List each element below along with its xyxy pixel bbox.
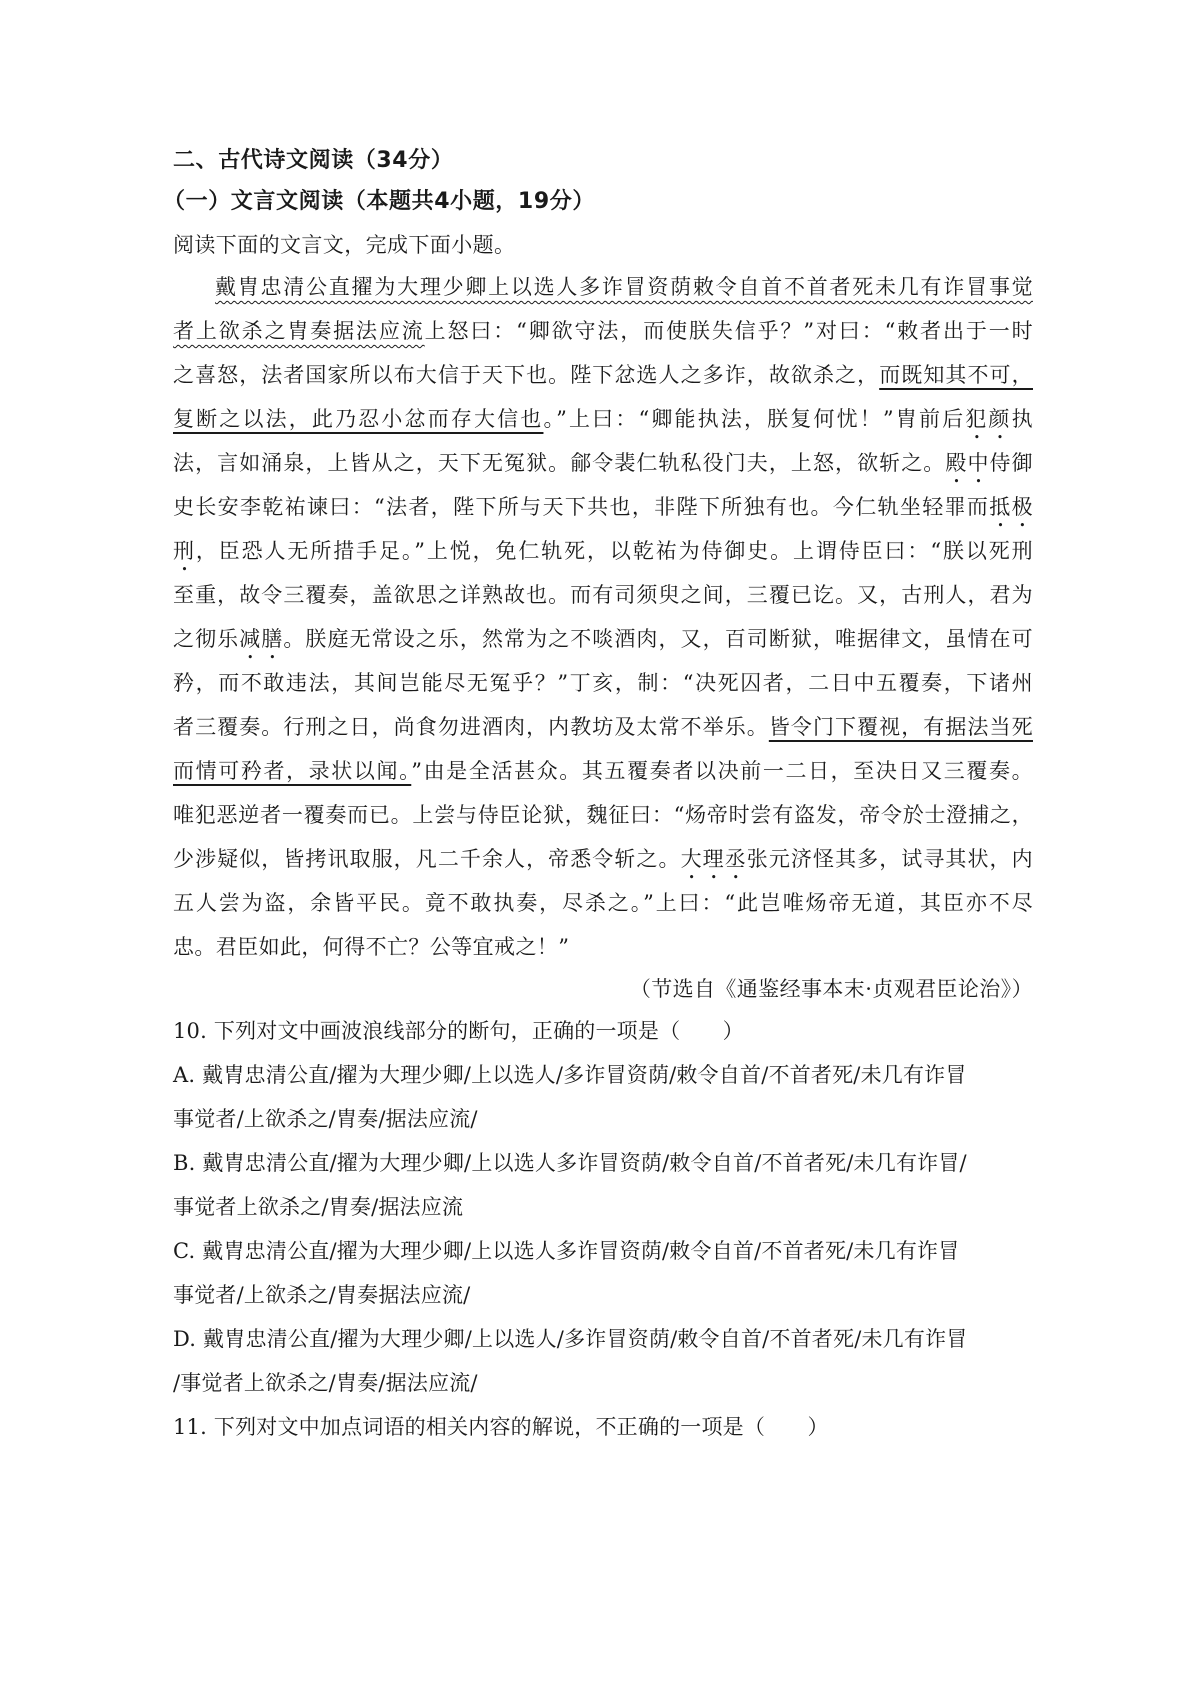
underlined-segment: 而既知其不可， [879,363,1033,387]
passage-line-8: 至重，故令三覆奏，盖欲思之详熟故也。而有司须臾之间，三覆已讫。又，古刑人，君为 [173,583,1033,607]
option-b-line-2: 事觉者上欲杀之/胄奏/据法应流 [173,1195,464,1219]
dotted-term: 大理丞 [680,847,747,871]
wavy-segment: 者上欲杀之胄奏据法应流 [173,319,425,343]
passage-line-2: 者上欲杀之胄奏据法应流上怒曰：“卿欲守法，而使朕失信乎？”对曰：“敕者出于一时 [173,319,1033,343]
option-b-line-1: B. 戴胄忠清公直/擢为大理少卿/上以选人多诈冒资荫/敕令自首/不首者死/未几有诈冒/ [173,1151,967,1175]
passage-line-4: 复断之以法，此乃忍小忿而存大信也。”上曰：“卿能执法，朕复何忧！”胄前后犯颜执 [173,407,1033,431]
section-title: 二、古代诗文阅读（34分） [173,148,454,173]
passage-line-9: 之彻乐减膳。朕庭无常设之乐，然常为之不啖酒肉，又，百司断狱，唯据律文，虽情在可 [173,627,1033,651]
passage-line-5: 法，言如涌泉，上皆从之，天下无冤狱。鄃令裴仁轨私役门夫，上怒，欲斩之。殿中侍御 [173,451,1033,475]
dotted-term: 减膳 [239,627,284,651]
option-d-line-2: /事觉者上欲杀之/胄奏/据法应流/ [173,1371,478,1395]
passage-line-13: 唯犯恶逆者一覆奏而已。上尝与侍臣论狱，魏征曰：“炀帝时尝有盗发，帝令於士澄捕之， [173,803,1033,827]
passage-line-14: 少涉疑似，皆拷讯取服，凡二千余人，帝悉令斩之。大理丞张元济怪其多，试寻其状，内 [173,847,1034,871]
instruction: 阅读下面的文言文，完成下面小题。 [173,233,516,257]
underlined-segment: 皆令门下覆视，有据法当死 [768,715,1033,739]
option-a-line-1: A. 戴胄忠清公直/擢为大理少卿/上以选人/多诈冒资荫/敕令自首/不首者死/未几有诈冒 [173,1063,967,1087]
underlined-segment: 而情可矜者，录状以闻。 [173,759,412,783]
dotted-term: 犯颜 [965,407,1012,431]
option-c-line-1: C. 戴胄忠清公直/擢为大理少卿/上以选人多诈冒资荫/敕令自首/不首者死/未几有诈冒 [173,1239,960,1263]
dotted-term: 殿中 [945,451,990,475]
passage-line-12: 而情可矜者，录状以闻。”由是全活甚众。其五覆奏者以决前一二日，至决日又三覆奏。 [173,759,1033,783]
passage-line-10: 矜，而不敢违法，其间岂能尽无冤乎？”丁亥，制：“决死囚者，二日中五覆奏，下诸州 [173,671,1033,695]
option-d-line-1: D. 戴胄忠清公直/擢为大理少卿/上以选人/多诈冒资荫/敕令自首/不首者死/未几有诈冒 [173,1327,968,1351]
question-11-stem: 11. 下列对文中加点词语的相关内容的解说，不正确的一项是（ ） [173,1415,829,1439]
passage-line-11: 者三覆奏。行刑之日，尚食勿进酒肉，内教坊及太常不举乐。皆令门下覆视，有据法当死 [173,715,1033,739]
subsection-title: （一）文言文阅读（本题共4小题，19分） [163,189,595,214]
dotted-term: 抵极 [989,495,1033,519]
source-citation: （节选自《通鉴经事本末·贞观君臣论治》） [629,977,1033,1001]
underlined-segment: 复断之以法，此乃忍小忿而存大信也 [173,407,544,431]
dotted-term: 刑 [173,539,196,563]
passage-line-3: 之喜怒，法者国家所以布大信于天下也。陛下忿选人之多诈，故欲杀之，而既知其不可， [173,363,1033,387]
option-a-line-2: 事觉者/上欲杀之/胄奏/据法应流/ [173,1107,478,1131]
passage-line-7: 刑，臣恐人无所措手足。”上悦，免仁轨死，以乾祐为侍御史。上谓侍臣曰：“朕以死刑 [173,539,1033,563]
passage-line-1 [215,272,1033,302]
question-10-stem: 10. 下列对文中画波浪线部分的断句，正确的一项是（ ） [173,1019,744,1043]
option-c-line-2: 事觉者/上欲杀之/胄奏据法应流/ [173,1283,471,1307]
passage-line-6: 史长安李乾祐谏曰：“法者，陛下所与天下共也，非陛下所独有也。今仁轨坐轻罪而抵极 [173,495,1033,519]
wavy-segment: 戴胄忠清公直擢为大理少卿上以选人多诈冒资荫敕令自首不首者死未几有诈冒事觉 [215,275,1033,299]
passage-line-16: 忠。君臣如此，何得不亡？公等宜戒之！” [173,935,570,959]
passage-line-15: 五人尝为盗，余皆平民。竟不敢执奏，尽杀之。”上曰：“此岂唯炀帝无道，其臣亦不尽 [173,891,1033,915]
